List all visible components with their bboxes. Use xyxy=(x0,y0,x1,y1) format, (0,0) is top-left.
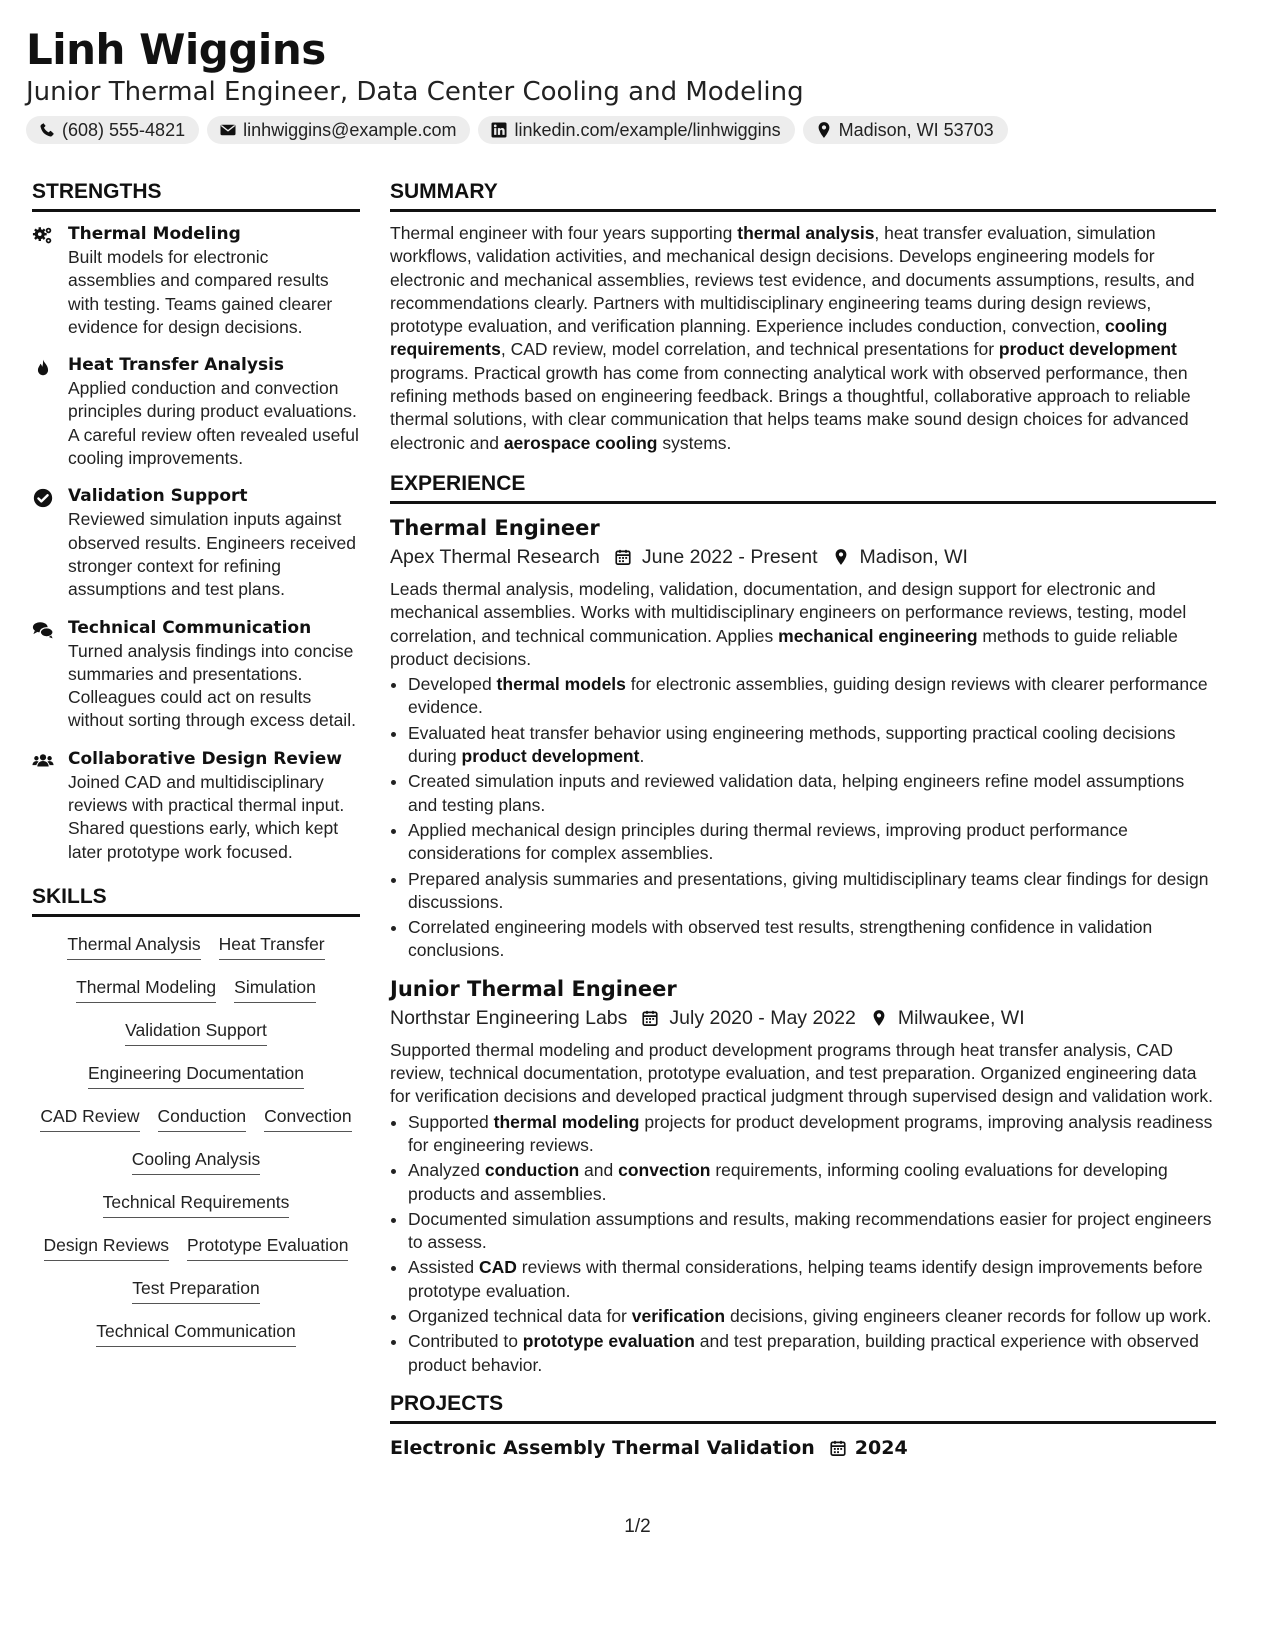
bullet-item xyxy=(408,916,1216,963)
job-company: Northstar Engineering Labs xyxy=(390,1006,628,1029)
skill-tag: Cooling Analysis xyxy=(132,1146,260,1175)
contact-linkedin-text: linkedin.com/example/linhwiggins xyxy=(514,119,781,140)
body-text: Organized technical data for xyxy=(408,1305,632,1326)
project-entry xyxy=(390,1434,1216,1462)
flame-icon xyxy=(32,356,54,378)
job-summary xyxy=(390,578,1216,671)
body-text: projects for product development programs, improving analysis readiness for engineering reviews. xyxy=(408,1111,1213,1155)
job-location: Madison, WI xyxy=(859,545,968,568)
strength-item xyxy=(32,353,360,470)
emphasis-text: cooling requirements xyxy=(390,316,1168,360)
body-text: , CAD review, model correlation, and technical presentations for xyxy=(500,339,999,360)
skills-list xyxy=(32,927,360,1347)
strength-name: Validation Support xyxy=(68,486,248,507)
map-pin-icon xyxy=(870,1009,888,1027)
strength-desc: Joined CAD and multidisciplinary reviews with practical thermal input. Shared questions early, which kept later prototype work focused. xyxy=(68,771,345,862)
skill-tag: Convection xyxy=(264,1103,352,1132)
summary-text xyxy=(390,222,1216,455)
bullet-item xyxy=(408,1208,1216,1255)
body-text: requirements, informing cooling evaluations for developing products and assemblies. xyxy=(408,1160,1168,1204)
body-text: Prepared analysis summaries and presentations, giving multidisciplinary teams clear findings for design discussions. xyxy=(408,868,1209,912)
contact-phone-text: (608) 555-4821 xyxy=(62,119,186,140)
map-pin-icon xyxy=(815,121,833,139)
job-meta xyxy=(390,1003,1216,1033)
strength-item xyxy=(32,222,360,339)
body-text: Created simulation inputs and reviewed validation data, helping engineers refine model assumptions and testing plans. xyxy=(408,771,1185,815)
skill-tag: CAD Review xyxy=(40,1103,139,1132)
body-text: systems. xyxy=(657,432,732,453)
body-text: Correlated engineering models with observed test results, strengthening confidence in validation conclusions. xyxy=(408,917,1153,961)
contact-phone[interactable] xyxy=(26,116,199,144)
body-text: Analyzed xyxy=(408,1160,485,1181)
bullet-item xyxy=(408,722,1216,769)
skills-heading: SKILLS xyxy=(32,884,360,917)
skill-tag: Test Preparation xyxy=(132,1275,259,1304)
job-meta xyxy=(390,542,1216,572)
chat-bubbles-icon xyxy=(32,619,54,641)
body-text: Supported thermal modeling and product development programs through heat transfer analysis, CAD review, technical documentation, prototype evaluation, and test preparation. Organized engineering data for verification decisions and developed practical judgment through supervised design and validation work. xyxy=(390,1039,1213,1107)
calendar-icon xyxy=(641,1009,659,1027)
emphasis-text: product development xyxy=(998,339,1177,360)
strength-item xyxy=(32,616,360,733)
strength-desc: Applied conduction and convection principles during product evaluations. A careful review often revealed useful cooling improvements. xyxy=(68,378,359,469)
emphasis-text: thermal analysis xyxy=(737,223,875,243)
body-text: and test preparation, building practical experience with observed product behavior. xyxy=(408,1331,1199,1375)
skill-tag: Technical Requirements xyxy=(103,1189,290,1218)
skill-tag: Thermal Modeling xyxy=(76,974,216,1003)
job-title: Thermal Engineer xyxy=(390,515,600,540)
skill-tag: Prototype Evaluation xyxy=(187,1232,349,1261)
strength-name: Heat Transfer Analysis xyxy=(68,355,285,376)
project-title: Electronic Assembly Thermal Validation xyxy=(390,1436,815,1459)
body-text: decisions, giving engineers cleaner records for follow up work. xyxy=(725,1305,1212,1326)
candidate-name: Linh Wiggins xyxy=(26,25,326,74)
body-text: for electronic assemblies, guiding design reviews with clearer performance evidence. xyxy=(408,674,1208,718)
body-text: programs. Practical growth has come from connecting analytical work with observed performance, then refining methods based on engineering feedback. Brings a thoughtful, collaborative approach to reliable thermal solutions, with clear communication that helps teams make sound design choices for advanced electronic and xyxy=(390,362,1191,453)
bullet-item xyxy=(408,1305,1216,1328)
strength-desc: Built models for electronic assemblies and compared results with testing. Teams gained clearer evidence for design decisions. xyxy=(68,247,333,337)
strength-desc: Turned analysis findings into concise summaries and presentations. Colleagues could act on results without sorting through excess detail. xyxy=(68,640,356,731)
emphasis-text: verification xyxy=(631,1305,726,1326)
contact-location-text: Madison, WI 53703 xyxy=(838,119,994,140)
job-entry xyxy=(390,975,1216,1377)
bullet-item xyxy=(408,868,1216,915)
strength-name: Thermal Modeling xyxy=(68,224,241,244)
linkedin-icon xyxy=(490,121,508,139)
skill-tag: Conduction xyxy=(158,1103,247,1132)
resume-page xyxy=(26,24,1248,1459)
project-year: 2024 xyxy=(854,1436,908,1459)
emphasis-text: product development xyxy=(461,746,640,767)
contact-email-text: linhwiggins@example.com xyxy=(243,119,457,140)
job-entry xyxy=(390,514,1216,963)
contact-location xyxy=(803,116,1008,144)
body-text: Supported xyxy=(408,1111,494,1132)
experience-heading: EXPERIENCE xyxy=(390,471,1216,504)
body-text: Leads thermal analysis, modeling, validation, documentation, and design support for electronic and mechanical assemblies. Works with multidisciplinary engineers on performance reviews, testing, model correlation, and technical communication. Applies xyxy=(390,578,1187,646)
job-location: Milwaukee, WI xyxy=(897,1006,1025,1029)
summary-heading: SUMMARY xyxy=(390,179,1216,212)
skill-tag: Simulation xyxy=(234,974,316,1003)
body-text: Applied mechanical design principles during thermal reviews, improving product performance considerations for complex assemblies. xyxy=(408,819,1128,864)
projects-heading: PROJECTS xyxy=(390,1391,1216,1424)
check-circle-icon xyxy=(32,487,54,509)
contact-linkedin[interactable] xyxy=(478,116,794,144)
contact-bar xyxy=(26,116,1248,144)
page-number: 1/2 xyxy=(624,1516,651,1537)
strengths-heading: STRENGTHS xyxy=(32,179,360,212)
users-icon xyxy=(32,750,54,772)
job-bullets xyxy=(390,1111,1216,1377)
job-title: Junior Thermal Engineer xyxy=(390,976,677,1001)
strength-desc: Reviewed simulation inputs against observed results. Engineers received stronger context for refining assumptions and test plans. xyxy=(68,509,356,600)
bullet-item xyxy=(408,1111,1216,1158)
bullet-item xyxy=(408,819,1216,866)
emphasis-text: aerospace cooling xyxy=(503,432,658,453)
strength-item xyxy=(32,484,360,601)
skill-tag: Technical Communication xyxy=(96,1318,295,1347)
emphasis-text: CAD xyxy=(479,1257,517,1278)
emphasis-text: convection xyxy=(618,1160,711,1181)
gears-icon xyxy=(32,225,54,247)
phone-icon xyxy=(38,121,56,139)
bullet-item xyxy=(408,1330,1216,1377)
body-text: Documented simulation assumptions and results, making recommendations easier for project engineers to assess. xyxy=(408,1208,1212,1253)
right-column xyxy=(390,179,1216,1462)
body-text: and xyxy=(579,1160,619,1181)
skill-tag: Heat Transfer xyxy=(219,931,325,960)
emphasis-text: mechanical engineering xyxy=(778,625,978,646)
bullet-item xyxy=(408,673,1216,720)
bullet-item xyxy=(408,1159,1216,1206)
calendar-icon xyxy=(829,1439,847,1457)
left-column xyxy=(32,179,360,1347)
contact-email[interactable] xyxy=(207,116,470,144)
job-dates: June 2022 - Present xyxy=(641,545,818,568)
skill-tag: Thermal Analysis xyxy=(67,931,200,960)
body-text: reviews with thermal considerations, helping teams identify design improvements before prototype evaluation. xyxy=(408,1257,1203,1301)
envelope-icon xyxy=(219,121,237,139)
body-text: Evaluated heat transfer behavior using engineering methods, supporting practical cooling decisions during xyxy=(408,722,1176,767)
map-pin-icon xyxy=(832,548,850,566)
emphasis-text: thermal modeling xyxy=(493,1111,640,1132)
body-text: Thermal engineer with four years supporting xyxy=(390,223,738,243)
emphasis-text: conduction xyxy=(484,1160,580,1181)
job-dates: July 2020 - May 2022 xyxy=(669,1006,856,1029)
emphasis-text: prototype evaluation xyxy=(522,1331,695,1352)
candidate-title: Junior Thermal Engineer, Data Center Cooling and Modeling xyxy=(26,77,804,107)
job-company: Apex Thermal Research xyxy=(390,545,600,568)
bullet-item xyxy=(408,770,1216,817)
body-text: Contributed to xyxy=(408,1331,523,1352)
body-text: . xyxy=(639,746,645,767)
body-text: methods to guide reliable product decisions. xyxy=(390,625,1178,669)
bullet-item xyxy=(408,1256,1216,1303)
strength-name: Technical Communication xyxy=(68,617,312,638)
skill-tag: Engineering Documentation xyxy=(88,1060,304,1089)
job-summary xyxy=(390,1039,1216,1109)
skill-tag: Design Reviews xyxy=(44,1232,169,1261)
body-text: , heat transfer evaluation, simulation workflows, validation activities, and mechanical design decisions. Develops engineering models for electronic and mechanical assemblies, reviews test evidence, and documents assumptions, results, and recommendations clearly. Partners with multidisciplinary engineering teams during design reviews, prototype evaluation, and verification planning. Experience includes conduction, convection, xyxy=(390,223,1195,337)
skill-tag: Validation Support xyxy=(125,1017,267,1046)
calendar-icon xyxy=(614,548,632,566)
strength-item xyxy=(32,747,360,864)
job-bullets xyxy=(390,673,1216,963)
body-text: Developed xyxy=(408,674,497,695)
body-text: Assisted xyxy=(408,1257,479,1278)
emphasis-text: thermal models xyxy=(496,674,626,695)
strength-name: Collaborative Design Review xyxy=(68,748,343,769)
